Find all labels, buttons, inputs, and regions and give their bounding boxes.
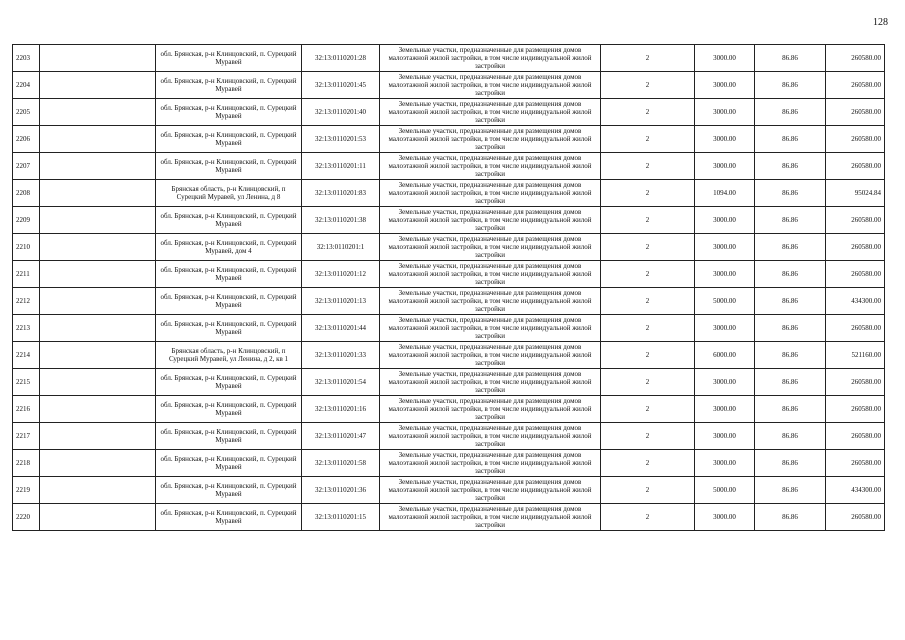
- cadastral-value-cell: 521160.00: [826, 342, 885, 369]
- empty-cell: [40, 315, 156, 342]
- cadastral-value-cell: 260580.00: [826, 369, 885, 396]
- row-number-cell: 2213: [13, 315, 40, 342]
- address-cell: обл. Брянская, р-н Клинцовский, п. Сурецкий Муравей: [156, 477, 302, 504]
- area-cell: 3000.00: [695, 207, 755, 234]
- table-row: [13, 450, 885, 477]
- page-number: 128: [873, 17, 888, 28]
- cadastral-value-cell: 260580.00: [826, 99, 885, 126]
- cadastral-value-cell: 260580.00: [826, 72, 885, 99]
- area-cell: 3000.00: [695, 504, 755, 531]
- address-cell: обл. Брянская, р-н Клинцовский, п. Сурецкий Муравей: [156, 261, 302, 288]
- empty-cell: [40, 261, 156, 288]
- table-row: [13, 180, 885, 207]
- area-cell: 3000.00: [695, 450, 755, 477]
- table-row: [13, 99, 885, 126]
- group-code-cell: 2: [601, 153, 695, 180]
- area-cell: 5000.00: [695, 477, 755, 504]
- empty-cell: [40, 45, 156, 72]
- table-row: [13, 423, 885, 450]
- table-row: [13, 288, 885, 315]
- cadastral-number-cell: 32:13:0110201:40: [302, 99, 380, 126]
- group-code-cell: 2: [601, 423, 695, 450]
- row-number-cell: 2206: [13, 126, 40, 153]
- group-code-cell: 2: [601, 45, 695, 72]
- address-cell: обл. Брянская, р-н Клинцовский, п. Сурецкий Муравей: [156, 369, 302, 396]
- cadastral-value-cell: 95024.84: [826, 180, 885, 207]
- empty-cell: [40, 504, 156, 531]
- cadastral-number-cell: 32:13:0110201:16: [302, 396, 380, 423]
- address-cell: обл. Брянская, р-н Клинцовский, п. Сурецкий Муравей: [156, 207, 302, 234]
- table-row: [13, 504, 885, 531]
- row-number-cell: 2215: [13, 369, 40, 396]
- area-cell: 3000.00: [695, 396, 755, 423]
- empty-cell: [40, 72, 156, 99]
- group-code-cell: 2: [601, 450, 695, 477]
- specific-value-cell: 86.86: [755, 342, 826, 369]
- land-use-cell: Земельные участки, предназначенные для размещения домов малоэтажной жилой застройки, в том числе индивидуальной жилой застройки: [380, 207, 601, 234]
- table-row: [13, 45, 885, 72]
- land-use-cell: Земельные участки, предназначенные для размещения домов малоэтажной жилой застройки, в том числе индивидуальной жилой застройки: [380, 126, 601, 153]
- area-cell: 6000.00: [695, 342, 755, 369]
- address-cell: Брянская область, р-н Клинцовский, п Сурецкий Муравей, ул Ленина, д 8: [156, 180, 302, 207]
- group-code-cell: 2: [601, 315, 695, 342]
- cadastral-value-cell: 260580.00: [826, 207, 885, 234]
- row-number-cell: 2216: [13, 396, 40, 423]
- group-code-cell: 2: [601, 261, 695, 288]
- specific-value-cell: 86.86: [755, 369, 826, 396]
- address-cell: обл. Брянская, р-н Клинцовский, п. Сурецкий Муравей: [156, 72, 302, 99]
- empty-cell: [40, 99, 156, 126]
- row-number-cell: 2211: [13, 261, 40, 288]
- row-number-cell: 2210: [13, 234, 40, 261]
- cadastral-number-cell: 32:13:0110201:11: [302, 153, 380, 180]
- row-number-cell: 2205: [13, 99, 40, 126]
- specific-value-cell: 86.86: [755, 99, 826, 126]
- group-code-cell: 2: [601, 99, 695, 126]
- group-code-cell: 2: [601, 288, 695, 315]
- table-row: [13, 234, 885, 261]
- row-number-cell: 2204: [13, 72, 40, 99]
- table-row: [13, 72, 885, 99]
- table-row: [13, 207, 885, 234]
- specific-value-cell: 86.86: [755, 180, 826, 207]
- specific-value-cell: 86.86: [755, 288, 826, 315]
- row-number-cell: 2220: [13, 504, 40, 531]
- cadastral-value-cell: 260580.00: [826, 315, 885, 342]
- address-cell: обл. Брянская, р-н Клинцовский, п. Сурецкий Муравей: [156, 396, 302, 423]
- land-use-cell: Земельные участки, предназначенные для размещения домов малоэтажной жилой застройки, в том числе индивидуальной жилой застройки: [380, 72, 601, 99]
- specific-value-cell: 86.86: [755, 423, 826, 450]
- cadastral-number-cell: 32:13:0110201:12: [302, 261, 380, 288]
- address-cell: обл. Брянская, р-н Клинцовский, п. Сурецкий Муравей, дом 4: [156, 234, 302, 261]
- cadastral-value-cell: 260580.00: [826, 450, 885, 477]
- cadastral-value-cell: 260580.00: [826, 234, 885, 261]
- land-use-cell: Земельные участки, предназначенные для размещения домов малоэтажной жилой застройки, в том числе индивидуальной жилой застройки: [380, 315, 601, 342]
- empty-cell: [40, 288, 156, 315]
- empty-cell: [40, 207, 156, 234]
- cadastral-number-cell: 32:13:0110201:28: [302, 45, 380, 72]
- empty-cell: [40, 369, 156, 396]
- land-use-cell: Земельные участки, предназначенные для размещения домов малоэтажной жилой застройки, в том числе индивидуальной жилой застройки: [380, 45, 601, 72]
- cadastral-number-cell: 32:13:0110201:83: [302, 180, 380, 207]
- cadastral-number-cell: 32:13:0110201:58: [302, 450, 380, 477]
- specific-value-cell: 86.86: [755, 261, 826, 288]
- group-code-cell: 2: [601, 72, 695, 99]
- row-number-cell: 2218: [13, 450, 40, 477]
- cadastral-number-cell: 32:13:0110201:44: [302, 315, 380, 342]
- cadastral-value-cell: 260580.00: [826, 261, 885, 288]
- group-code-cell: 2: [601, 369, 695, 396]
- cadastral-number-cell: 32:13:0110201:1: [302, 234, 380, 261]
- area-cell: 3000.00: [695, 126, 755, 153]
- specific-value-cell: 86.86: [755, 477, 826, 504]
- specific-value-cell: 86.86: [755, 126, 826, 153]
- table-row: [13, 396, 885, 423]
- land-registry-table: [12, 44, 885, 531]
- specific-value-cell: 86.86: [755, 72, 826, 99]
- cadastral-number-cell: 32:13:0110201:47: [302, 423, 380, 450]
- cadastral-number-cell: 32:13:0110201:45: [302, 72, 380, 99]
- cadastral-number-cell: 32:13:0110201:38: [302, 207, 380, 234]
- specific-value-cell: 86.86: [755, 315, 826, 342]
- land-use-cell: Земельные участки, предназначенные для размещения домов малоэтажной жилой застройки, в том числе индивидуальной жилой застройки: [380, 153, 601, 180]
- address-cell: обл. Брянская, р-н Клинцовский, п. Сурецкий Муравей: [156, 423, 302, 450]
- specific-value-cell: 86.86: [755, 504, 826, 531]
- specific-value-cell: 86.86: [755, 45, 826, 72]
- empty-cell: [40, 477, 156, 504]
- table-row: [13, 477, 885, 504]
- area-cell: 1094.00: [695, 180, 755, 207]
- group-code-cell: 2: [601, 504, 695, 531]
- table-row: [13, 261, 885, 288]
- address-cell: обл. Брянская, р-н Клинцовский, п. Сурецкий Муравей: [156, 450, 302, 477]
- table-row: [13, 153, 885, 180]
- cadastral-value-cell: 260580.00: [826, 504, 885, 531]
- land-use-cell: Земельные участки, предназначенные для размещения домов малоэтажной жилой застройки, в том числе индивидуальной жилой застройки: [380, 450, 601, 477]
- table-row: [13, 342, 885, 369]
- land-use-cell: Земельные участки, предназначенные для размещения домов малоэтажной жилой застройки, в том числе индивидуальной жилой застройки: [380, 234, 601, 261]
- address-cell: обл. Брянская, р-н Клинцовский, п. Сурецкий Муравей: [156, 99, 302, 126]
- land-use-cell: Земельные участки, предназначенные для размещения домов малоэтажной жилой застройки, в том числе индивидуальной жилой застройки: [380, 396, 601, 423]
- row-number-cell: 2212: [13, 288, 40, 315]
- row-number-cell: 2203: [13, 45, 40, 72]
- area-cell: 3000.00: [695, 369, 755, 396]
- land-use-cell: Земельные участки, предназначенные для размещения домов малоэтажной жилой застройки, в том числе индивидуальной жилой застройки: [380, 288, 601, 315]
- address-cell: Брянская область, р-н Клинцовский, п Сурецкий Муравей, ул Ленина, д 2, кв 1: [156, 342, 302, 369]
- row-number-cell: 2209: [13, 207, 40, 234]
- area-cell: 3000.00: [695, 423, 755, 450]
- land-use-cell: Земельные участки, предназначенные для размещения домов малоэтажной жилой застройки, в том числе индивидуальной жилой застройки: [380, 369, 601, 396]
- land-use-cell: Земельные участки, предназначенные для размещения домов малоэтажной жилой застройки, в том числе индивидуальной жилой застройки: [380, 342, 601, 369]
- address-cell: обл. Брянская, р-н Клинцовский, п. Сурецкий Муравей: [156, 288, 302, 315]
- table-row: [13, 126, 885, 153]
- address-cell: обл. Брянская, р-н Клинцовский, п. Сурецкий Муравей: [156, 315, 302, 342]
- cadastral-value-cell: 260580.00: [826, 396, 885, 423]
- row-number-cell: 2207: [13, 153, 40, 180]
- cadastral-value-cell: 434300.00: [826, 477, 885, 504]
- row-number-cell: 2208: [13, 180, 40, 207]
- table-row: [13, 369, 885, 396]
- land-use-cell: Земельные участки, предназначенные для размещения домов малоэтажной жилой застройки, в том числе индивидуальной жилой застройки: [380, 477, 601, 504]
- address-cell: обл. Брянская, р-н Клинцовский, п. Сурецкий Муравей: [156, 45, 302, 72]
- group-code-cell: 2: [601, 342, 695, 369]
- group-code-cell: 2: [601, 234, 695, 261]
- empty-cell: [40, 234, 156, 261]
- group-code-cell: 2: [601, 126, 695, 153]
- cadastral-number-cell: 32:13:0110201:36: [302, 477, 380, 504]
- cadastral-value-cell: 260580.00: [826, 126, 885, 153]
- specific-value-cell: 86.86: [755, 234, 826, 261]
- specific-value-cell: 86.86: [755, 450, 826, 477]
- empty-cell: [40, 180, 156, 207]
- address-cell: обл. Брянская, р-н Клинцовский, п. Сурецкий Муравей: [156, 153, 302, 180]
- area-cell: 3000.00: [695, 261, 755, 288]
- area-cell: 3000.00: [695, 234, 755, 261]
- empty-cell: [40, 423, 156, 450]
- cadastral-number-cell: 32:13:0110201:54: [302, 369, 380, 396]
- area-cell: 5000.00: [695, 288, 755, 315]
- empty-cell: [40, 342, 156, 369]
- area-cell: 3000.00: [695, 153, 755, 180]
- area-cell: 3000.00: [695, 315, 755, 342]
- group-code-cell: 2: [601, 207, 695, 234]
- empty-cell: [40, 153, 156, 180]
- table-row: [13, 315, 885, 342]
- land-use-cell: Земельные участки, предназначенные для размещения домов малоэтажной жилой застройки, в том числе индивидуальной жилой застройки: [380, 504, 601, 531]
- cadastral-number-cell: 32:13:0110201:15: [302, 504, 380, 531]
- area-cell: 3000.00: [695, 45, 755, 72]
- group-code-cell: 2: [601, 477, 695, 504]
- group-code-cell: 2: [601, 180, 695, 207]
- cadastral-value-cell: 260580.00: [826, 153, 885, 180]
- land-use-cell: Земельные участки, предназначенные для размещения домов малоэтажной жилой застройки, в том числе индивидуальной жилой застройки: [380, 423, 601, 450]
- group-code-cell: 2: [601, 396, 695, 423]
- address-cell: обл. Брянская, р-н Клинцовский, п. Сурецкий Муравей: [156, 126, 302, 153]
- land-use-cell: Земельные участки, предназначенные для размещения домов малоэтажной жилой застройки, в том числе индивидуальной жилой застройки: [380, 99, 601, 126]
- row-number-cell: 2219: [13, 477, 40, 504]
- empty-cell: [40, 126, 156, 153]
- row-number-cell: 2214: [13, 342, 40, 369]
- address-cell: обл. Брянская, р-н Клинцовский, п. Сурецкий Муравей: [156, 504, 302, 531]
- cadastral-value-cell: 434300.00: [826, 288, 885, 315]
- empty-cell: [40, 450, 156, 477]
- cadastral-value-cell: 260580.00: [826, 45, 885, 72]
- cadastral-value-cell: 260580.00: [826, 423, 885, 450]
- specific-value-cell: 86.86: [755, 207, 826, 234]
- cadastral-number-cell: 32:13:0110201:53: [302, 126, 380, 153]
- area-cell: 3000.00: [695, 99, 755, 126]
- cadastral-number-cell: 32:13:0110201:33: [302, 342, 380, 369]
- land-use-cell: Земельные участки, предназначенные для размещения домов малоэтажной жилой застройки, в том числе индивидуальной жилой застройки: [380, 261, 601, 288]
- specific-value-cell: 86.86: [755, 396, 826, 423]
- area-cell: 3000.00: [695, 72, 755, 99]
- row-number-cell: 2217: [13, 423, 40, 450]
- cadastral-number-cell: 32:13:0110201:13: [302, 288, 380, 315]
- land-use-cell: Земельные участки, предназначенные для размещения домов малоэтажной жилой застройки, в том числе индивидуальной жилой застройки: [380, 180, 601, 207]
- specific-value-cell: 86.86: [755, 153, 826, 180]
- empty-cell: [40, 396, 156, 423]
